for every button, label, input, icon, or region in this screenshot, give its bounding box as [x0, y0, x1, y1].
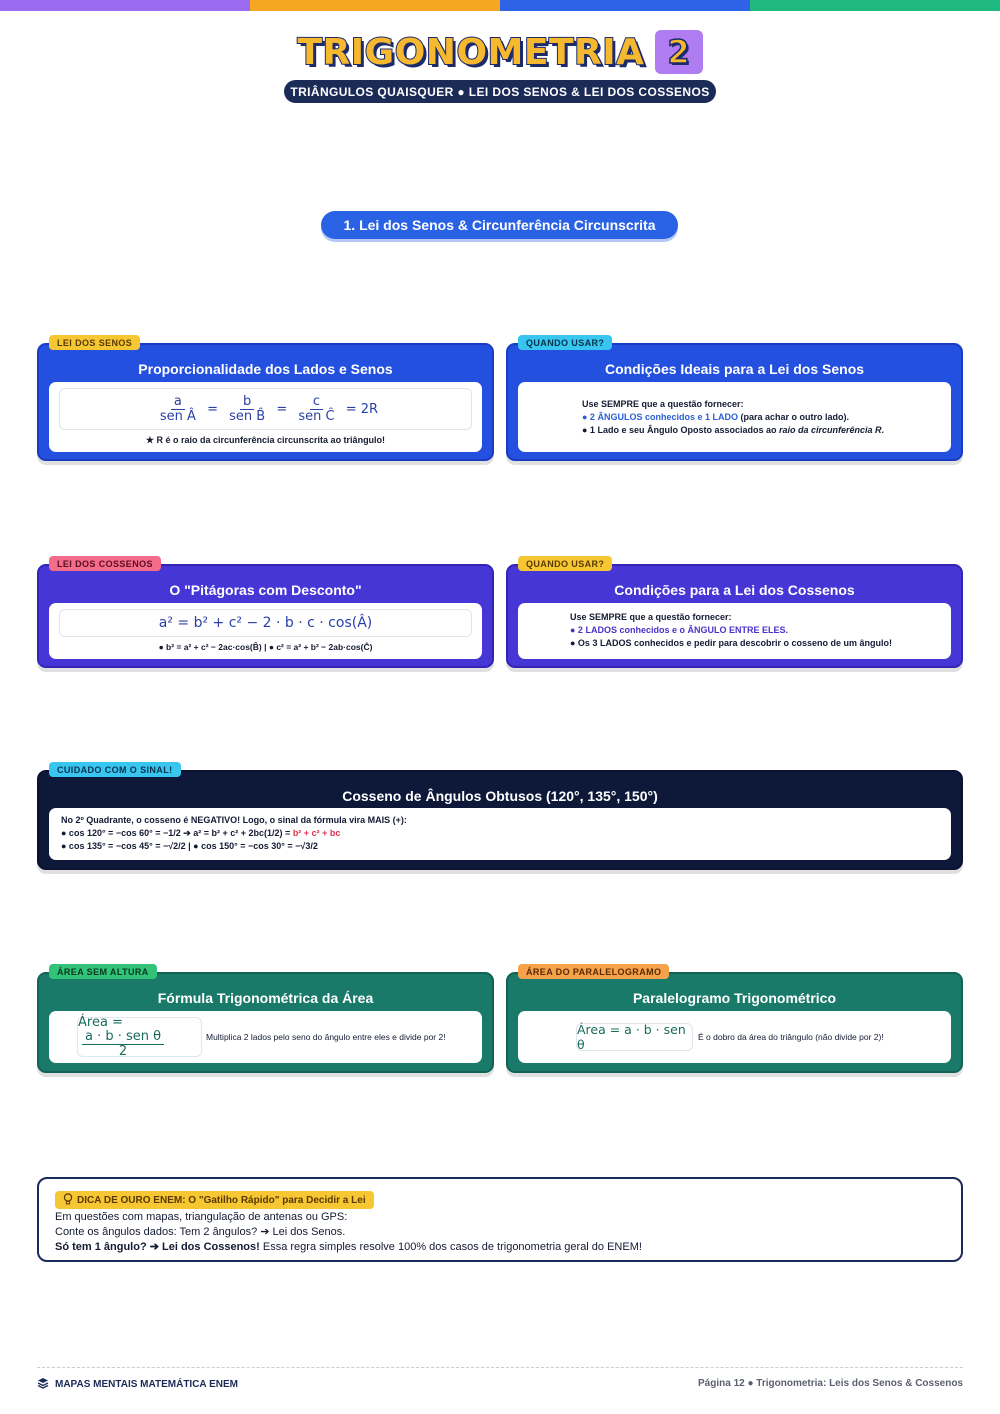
parallelogram-desc: É o dobro da área do triângulo (não divide por 2)!: [698, 1032, 884, 1042]
card-content: [49, 603, 482, 659]
obtuse-intro: No 2º Quadrante, o cosseno é NEGATIVO! Logo, o sinal da fórmula vira MAIS (+):: [61, 815, 407, 825]
card-content: [518, 382, 951, 452]
card-content: [49, 382, 482, 452]
title-number-badge: 2: [655, 30, 703, 74]
page-header: [0, 30, 1000, 74]
top-bar-orange: [250, 0, 500, 11]
law-of-cosines-formula: [59, 609, 472, 637]
dica-header: [55, 1191, 374, 1209]
footer-brand-text: MAPAS MENTAIS MATEMÁTICA ENEM: [55, 1379, 238, 1390]
top-bar-green: [750, 0, 1000, 11]
title-text: TRIGONOMETRIA: [297, 31, 645, 73]
card-title: Proporcionalidade dos Lados e Senos: [138, 361, 393, 377]
card-title: Condições para a Lei dos Cossenos: [614, 582, 855, 598]
footer-page-info: Página 12 ● Trigonometria: Leis dos Senos & Cossenos: [698, 1378, 963, 1389]
frac-a: a: [171, 395, 185, 410]
frac-c: c: [310, 395, 323, 410]
area-numerator: a · b · sen θ: [82, 1030, 164, 1045]
obtuse-cos-135-150: ● cos 135° = −cos 45° = −√2/2 | ● cos 150° = −cos 30° = −√3/2: [61, 841, 318, 851]
tag-lei-dos-senos: LEI DOS SENOS: [49, 335, 140, 350]
frac-sen-b: sen B̂: [229, 408, 266, 424]
parallelogram-formula: [576, 1023, 693, 1051]
card-title: Cosseno de Ângulos Obtusos (120°, 135°, 150°): [342, 788, 658, 804]
equals-2: =: [276, 401, 288, 417]
tag-cuidado-sinal: CUIDADO COM O SINAL!: [49, 762, 181, 777]
equals-2r: = 2R: [345, 401, 379, 417]
card-title: O "Pitágoras com Desconto": [169, 582, 362, 598]
frac-sen-a: sen Â: [159, 408, 196, 424]
top-color-bar: [0, 0, 1000, 11]
layers-icon: [37, 1377, 49, 1392]
card-paralelogramo: [506, 966, 963, 1073]
card-quando-usar-cossenos: [506, 558, 963, 668]
tag-quando-usar: QUANDO USAR?: [518, 556, 612, 571]
dica-body: [55, 1210, 642, 1255]
top-bar-purple: [0, 0, 250, 11]
tag-lei-dos-cossenos: LEI DOS COSSENOS: [49, 556, 161, 571]
card-lei-dos-cossenos: [37, 558, 494, 668]
dica-line-1: Em questões com mapas, triangulação de antenas ou GPS:: [55, 1211, 348, 1223]
equals-1: =: [207, 401, 218, 417]
card-quando-usar-senos: [506, 337, 963, 461]
footer-divider: [37, 1367, 963, 1368]
cossenos-usage-bullet-1: ● 2 LADOS conhecidos e o ÂNGULO ENTRE ELES.: [570, 625, 788, 635]
cossenos-usage-bullet-2: ● Os 3 LADOS conhecidos e pedir para descobrir o cosseno de um ângulo!: [570, 638, 893, 648]
card-content: [49, 808, 951, 860]
law-of-sines-formula: [59, 388, 472, 430]
lightbulb-icon: [63, 1193, 73, 1208]
section-title-pill: 1. Lei dos Senos & Circunferência Circunscrita: [321, 211, 678, 239]
card-title: Paralelogramo Trigonométrico: [632, 990, 837, 1006]
footer-brand: [37, 1377, 238, 1392]
dica-line-3: Só tem 1 ângulo? ➔ Lei dos Cossenos! Essa regra simples resolve 100% dos casos de trigonometria geral do ENEM!: [55, 1241, 642, 1253]
card-title: Condições Ideais para a Lei dos Senos: [604, 361, 865, 377]
senos-usage-intro: Use SEMPRE que a questão fornecer:: [582, 399, 744, 409]
obtuse-cos-120: ● cos 120° = −cos 60° = −1/2 ➔ a² = b² + c² + 2bc(1/2) = b² + c² + bc: [61, 828, 341, 838]
tag-quando-usar: QUANDO USAR?: [518, 335, 612, 350]
card-lei-dos-senos: [37, 337, 494, 461]
area-desc: Multiplica 2 lados pelo seno do ângulo entre eles e divide por 2!: [206, 1032, 446, 1042]
senos-usage-bullet-1: ● 2 ÂNGULOS conhecidos e 1 LADO (para achar o outro lado).: [582, 412, 849, 422]
cosines-note: ● b² = a² + c² − 2ac·cos(B̂) | ● c² = a² + b² − 2ab·cos(Ĉ): [158, 642, 373, 652]
cosines-formula-text: a² = b² + c² − 2 · b · c · cos(Â): [158, 615, 373, 631]
senos-usage-bullet-2: ● 1 Lado e seu Ângulo Oposto associados ao raio da circunferência R.: [582, 425, 885, 435]
frac-sen-c: sen Ĉ: [298, 408, 335, 424]
tag-area-paralelogramo: ÁREA DO PARALELOGRAMO: [518, 964, 669, 979]
page-subtitle: TRIÂNGULOS QUAISQUER ● LEI DOS SENOS & LEI DOS COSSENOS: [284, 80, 716, 103]
dica-header-text: DICA DE OURO ENEM: O "Gatilho Rápido" para Decidir a Lei: [77, 1194, 366, 1206]
sines-note: ★ R é o raio da circunferência circunscrita ao triângulo!: [145, 435, 386, 445]
area-formula: [77, 1017, 202, 1057]
dica-de-ouro-box: [37, 1177, 963, 1262]
card-content: [49, 1011, 482, 1063]
dica-line-2: Conte os ângulos dados: Tem 2 ângulos? ➔ Lei dos Senos.: [55, 1226, 346, 1238]
parallelogram-formula-text: Área = a · b · sen θ: [577, 1022, 686, 1052]
card-content: [518, 1011, 951, 1063]
frac-b: b: [240, 395, 254, 410]
card-title: Fórmula Trigonométrica da Área: [157, 990, 374, 1006]
area-denominator: 2: [118, 1044, 128, 1059]
area-label: Área =: [78, 1015, 123, 1030]
page-title: [297, 30, 702, 74]
top-bar-blue: [500, 0, 750, 11]
card-content: [518, 603, 951, 659]
card-area-sem-altura: [37, 966, 494, 1073]
cossenos-usage-intro: Use SEMPRE que a questão fornecer:: [570, 612, 732, 622]
tag-area-sem-altura: ÁREA SEM ALTURA: [49, 964, 157, 979]
card-cuidado-sinal: [37, 764, 963, 870]
